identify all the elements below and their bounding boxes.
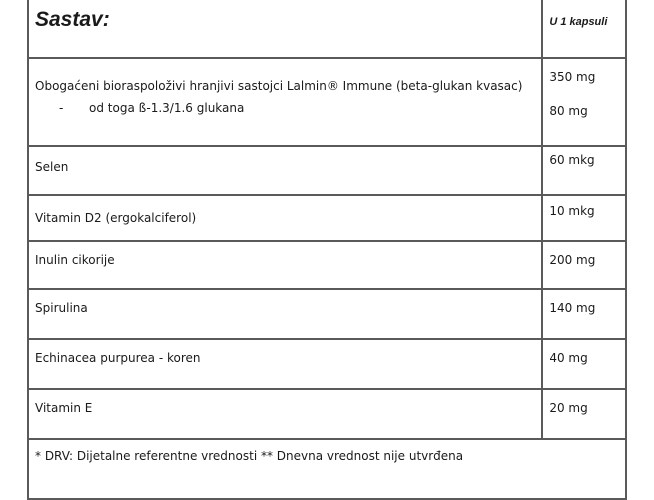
sub-item-dash: - [59,101,64,115]
ingredient-name: Obogaćeni bioraspoloživi hranjivi sastojci Lalmin® Immune (beta-glukan kvasac) [35,79,523,93]
table-row [28,389,626,439]
ingredient-amount: 60 mkg [549,153,595,167]
footnote-cell [28,439,626,499]
amount-cell [542,146,626,195]
ingredient-name: Inulin cikorije [35,253,115,267]
ingredient-cell [28,339,542,389]
ingredient-name: Selen [35,160,69,174]
header-amount-cell [542,0,626,58]
ingredient-name: Vitamin E [35,401,93,415]
ingredient-name: Vitamin D2 (ergokalciferol) [35,211,197,225]
ingredient-sub-name: od toga ß-1.3/1.6 glukana [89,101,245,115]
table-title: Sastav: [35,8,110,31]
ingredient-name: Spirulina [35,301,88,315]
ingredient-sub-line [35,101,535,116]
ingredient-amount: 350 mg [549,70,596,84]
footnote: * DRV: Dijetalne referentne vrednosti ** Dnevna vrednost nije utvrđena [35,449,464,463]
ingredient-cell [28,58,542,146]
header-title-cell [28,0,542,58]
ingredient-amount: 140 mg [549,301,596,315]
amount-cell [542,241,626,289]
ingredient-cell [28,195,542,241]
table-row [28,339,626,389]
amount-cell [542,339,626,389]
table-row [28,146,626,195]
ingredient-amount: 40 mg [549,351,588,365]
ingredient-cell [28,389,542,439]
table-row [28,58,626,146]
amount-cell [542,195,626,241]
amount-cell [542,389,626,439]
amount-cell [542,289,626,339]
amount-cell [542,58,626,146]
ingredient-sub-amount: 80 mg [549,104,588,118]
ingredient-cell [28,289,542,339]
ingredient-amount: 10 mkg [549,204,595,218]
amount-column-header: U 1 kapsuli [549,16,608,28]
ingredient-cell [28,146,542,195]
table-row [28,289,626,339]
ingredients-table [27,0,627,500]
ingredient-amount: 200 mg [549,253,596,267]
ingredient-name: Echinacea purpurea - koren [35,351,201,365]
ingredient-amount: 20 mg [549,401,588,415]
table-row [28,241,626,289]
table-row [28,195,626,241]
table-header-row [28,0,626,58]
ingredient-cell [28,241,542,289]
footnote-row [28,439,626,499]
